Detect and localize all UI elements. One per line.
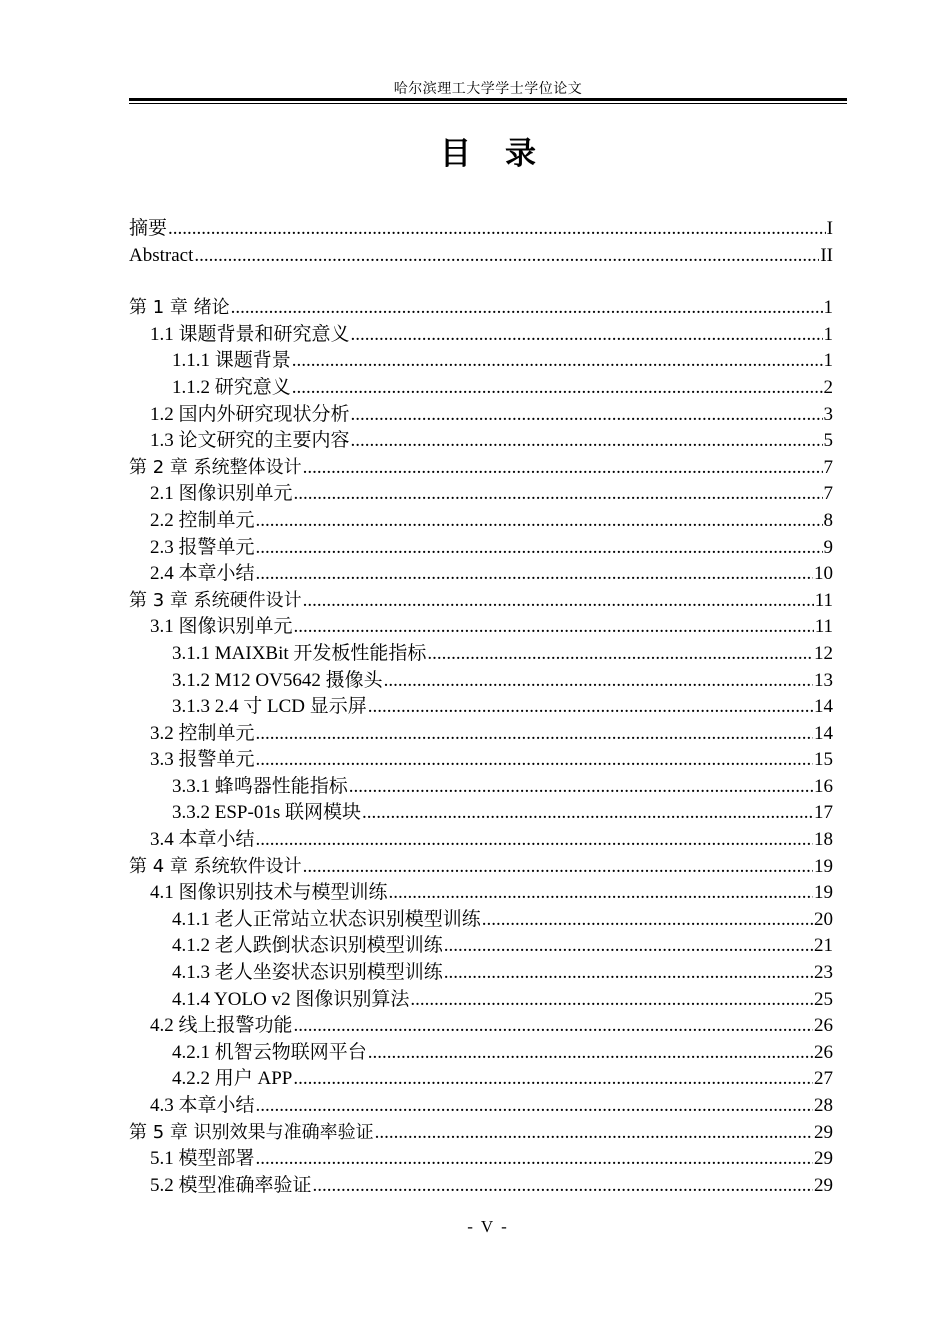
toc-entry-label: 摘要 [129, 218, 168, 239]
toc-leader-dots [294, 1013, 813, 1040]
toc-entry-label: 2.3 报警单元 [150, 536, 255, 558]
toc-section-entry[interactable] [129, 827, 833, 854]
toc-leader-dots [313, 1173, 813, 1200]
toc-entry-page: 1 [823, 323, 833, 345]
toc-entry-page: 21 [814, 935, 833, 957]
toc-entry-label: Abstract [129, 244, 194, 266]
toc-entry-label: 3.3.1 蜂鸣器性能指标 [172, 775, 348, 797]
toc-entry-label: 3.3 报警单元 [150, 749, 255, 771]
toc-leader-dots [368, 1040, 813, 1067]
toc-subsection-entry[interactable] [129, 800, 833, 827]
toc-section-entry[interactable] [129, 322, 833, 349]
toc-entry-page: 16 [814, 775, 833, 797]
toc-entry-page: 29 [814, 1121, 833, 1143]
toc-entry-page: 14 [814, 696, 833, 718]
toc-leader-dots [294, 614, 814, 641]
toc-entries [129, 295, 833, 1199]
toc-section-entry[interactable] [129, 1146, 833, 1173]
toc-entry-page: 25 [814, 988, 833, 1010]
toc-leader-dots [351, 322, 823, 349]
toc-entry-label: 3.1.3 2.4 寸 LCD 显示屏 [172, 696, 367, 718]
running-header: 哈尔滨理工大学学士学位论文 [393, 82, 583, 97]
toc-leader-dots [292, 348, 823, 375]
toc-entry-label: 1.3 论文研究的主要内容 [150, 430, 350, 452]
toc-entry-page: 26 [814, 1041, 833, 1063]
toc-entry-page: 29 [814, 1174, 833, 1196]
toc-subsection-entry[interactable] [129, 907, 833, 934]
header-rule-thin [129, 103, 847, 104]
toc-leader-dots [303, 854, 813, 881]
toc-entry-page: 3 [823, 403, 833, 425]
toc-entry-label: 3.1.1 MAIXBit 开发板性能指标 [172, 642, 427, 664]
toc-entry-abstract-en[interactable] [129, 243, 833, 270]
toc-section-entry[interactable] [129, 1093, 833, 1120]
toc-leader-dots [444, 960, 813, 987]
toc-leader-dots [389, 880, 813, 907]
toc-entry-page: II [820, 244, 833, 266]
page-number: - V - [467, 1217, 509, 1236]
toc-entry-label: 4.3 本章小结 [150, 1095, 255, 1116]
toc-leader-dots [256, 535, 823, 562]
page-title-char-1: 目 [440, 136, 471, 172]
toc-entry-page: 20 [814, 908, 833, 930]
toc-entry-label: 第 3 章 系统硬件设计 [129, 589, 302, 611]
toc-entry-page: 1 [823, 350, 833, 372]
toc-entry-label: 第 4 章 系统软件设计 [129, 855, 302, 877]
toc-leader-dots [351, 428, 823, 455]
toc-entry-label: 3.1.2 M12 OV5642 摄像头 [172, 669, 383, 691]
toc-chapter-entry[interactable] [129, 1120, 833, 1147]
toc-entry-page: 11 [814, 616, 833, 638]
toc-entry-label: 4.2 线上报警功能 [150, 1015, 293, 1037]
toc-entry-label: 第 5 章 识别效果与准确率验证 [129, 1121, 374, 1143]
toc-entry-page: 29 [814, 1148, 833, 1170]
toc-leader-dots [293, 1066, 813, 1093]
toc-section-entry[interactable] [129, 402, 833, 429]
toc-leader-dots [256, 827, 813, 854]
table-of-contents [129, 216, 833, 1199]
toc-leader-dots [256, 721, 813, 748]
toc-entry-page: 10 [814, 563, 833, 585]
toc-entry-page: 11 [814, 589, 833, 611]
toc-leader-dots [368, 694, 813, 721]
toc-chapter-entry[interactable] [129, 588, 833, 615]
toc-entry-page: 5 [823, 430, 833, 452]
toc-leader-dots [292, 375, 823, 402]
toc-section-entry[interactable] [129, 747, 833, 774]
toc-subsection-entry[interactable] [129, 960, 833, 987]
toc-entry-page: 2 [823, 376, 833, 398]
toc-section-entry[interactable] [129, 508, 833, 535]
toc-leader-dots [256, 747, 813, 774]
toc-entry-page: 7 [823, 483, 833, 505]
toc-subsection-entry[interactable] [129, 694, 833, 721]
toc-chapter-entry[interactable] [129, 295, 833, 322]
toc-entry-page: 7 [823, 456, 833, 478]
toc-leader-dots [168, 216, 826, 243]
toc-leader-dots [410, 987, 813, 1014]
toc-section-entry[interactable] [129, 721, 833, 748]
toc-section-entry[interactable] [129, 1173, 833, 1200]
toc-entry-label: 3.3.2 ESP-01s 联网模块 [172, 802, 361, 824]
toc-entry-page: 18 [814, 829, 833, 851]
toc-entry-label: 第 2 章 系统整体设计 [129, 456, 302, 478]
toc-leader-dots [351, 402, 823, 429]
toc-leader-dots [362, 800, 813, 827]
toc-subsection-entry[interactable] [129, 1040, 833, 1067]
toc-leader-dots [256, 1146, 813, 1173]
toc-leader-dots [303, 588, 814, 615]
toc-leader-dots [231, 295, 823, 322]
toc-entry-label: 1.1.2 研究意义 [172, 376, 291, 398]
toc-entry-label: 3.2 控制单元 [150, 722, 255, 744]
toc-section-entry[interactable] [129, 614, 833, 641]
toc-entry-label: 4.1.4 YOLO v2 图像识别算法 [172, 988, 410, 1010]
toc-subsection-entry[interactable] [129, 933, 833, 960]
toc-section-entry[interactable] [129, 535, 833, 562]
toc-entry-page: 15 [814, 749, 833, 771]
toc-subsection-entry[interactable] [129, 774, 833, 801]
toc-entry-label: 5.2 模型准确率验证 [150, 1174, 312, 1196]
page-title [129, 128, 847, 173]
toc-leader-dots [294, 481, 823, 508]
toc-entry-label: 4.1.1 老人正常站立状态识别模型训练 [172, 908, 481, 930]
toc-entry-label: 2.4 本章小结 [150, 563, 255, 585]
toc-entry-label: 2.2 控制单元 [150, 509, 255, 531]
toc-entry-label: 4.1 图像识别技术与模型训练 [150, 882, 388, 904]
toc-entry-page: 19 [814, 882, 833, 904]
toc-entry-page: 23 [814, 962, 833, 984]
toc-leader-dots [349, 774, 813, 801]
toc-subsection-entry[interactable] [129, 987, 833, 1014]
toc-entry-page: 26 [814, 1015, 833, 1037]
toc-subsection-entry[interactable] [129, 348, 833, 375]
toc-spacer [129, 269, 833, 295]
toc-entry-label: 4.2.1 机智云物联网平台 [172, 1041, 367, 1063]
toc-leader-dots [375, 1120, 813, 1147]
toc-leader-dots [194, 243, 819, 270]
header-rule-thick [129, 98, 847, 101]
toc-entry-page: 27 [814, 1068, 833, 1090]
toc-entry-label: 5.1 模型部署 [150, 1148, 255, 1170]
toc-entry-label: 4.1.2 老人跌倒状态识别模型训练 [172, 935, 443, 957]
toc-section-entry[interactable] [129, 481, 833, 508]
toc-leader-dots [256, 561, 813, 588]
toc-leader-dots [256, 508, 823, 535]
toc-entry-abstract-cn[interactable] [129, 216, 833, 243]
toc-section-entry[interactable] [129, 428, 833, 455]
toc-leader-dots [256, 1093, 813, 1120]
toc-entry-label: 1.1.1 课题背景 [172, 350, 291, 372]
toc-entry-label: 3.1 图像识别单元 [150, 616, 293, 638]
toc-leader-dots [384, 668, 813, 695]
toc-chapter-entry[interactable] [129, 455, 833, 482]
toc-entry-page: 9 [823, 536, 833, 558]
toc-leader-dots [482, 907, 813, 934]
toc-entry-page: 13 [814, 669, 833, 691]
toc-entry-label: 1.2 国内外研究现状分析 [150, 403, 350, 425]
toc-entry-page: 8 [823, 509, 833, 531]
toc-leader-dots [444, 933, 813, 960]
toc-entry-label: 3.4 本章小结 [150, 829, 255, 851]
toc-subsection-entry[interactable] [129, 1066, 833, 1093]
toc-subsection-entry[interactable] [129, 375, 833, 402]
toc-section-entry[interactable] [129, 561, 833, 588]
toc-entry-page: 17 [814, 802, 833, 824]
toc-leader-dots [303, 455, 823, 482]
toc-entry-label: 2.1 图像识别单元 [150, 483, 293, 505]
toc-chapter-entry[interactable] [129, 854, 833, 881]
toc-entry-label: 4.2.2 用户 APP [172, 1068, 293, 1090]
toc-leader-dots [427, 641, 813, 668]
toc-subsection-entry[interactable] [129, 668, 833, 695]
toc-entry-label: 4.1.3 老人坐姿状态识别模型训练 [172, 962, 443, 984]
toc-entry-page: 12 [814, 642, 833, 664]
toc-entry-page: I [826, 218, 833, 239]
toc-entry-label: 第 1 章 绪论 [129, 297, 230, 319]
toc-section-entry[interactable] [129, 880, 833, 907]
toc-entry-page: 28 [814, 1095, 833, 1116]
toc-entry-page: 1 [823, 297, 833, 319]
toc-entry-label: 1.1 课题背景和研究意义 [150, 323, 350, 345]
toc-entry-page: 19 [814, 855, 833, 877]
toc-subsection-entry[interactable] [129, 641, 833, 668]
toc-entry-page: 14 [814, 722, 833, 744]
toc-section-entry[interactable] [129, 1013, 833, 1040]
page-title-char-2: 录 [505, 136, 536, 172]
